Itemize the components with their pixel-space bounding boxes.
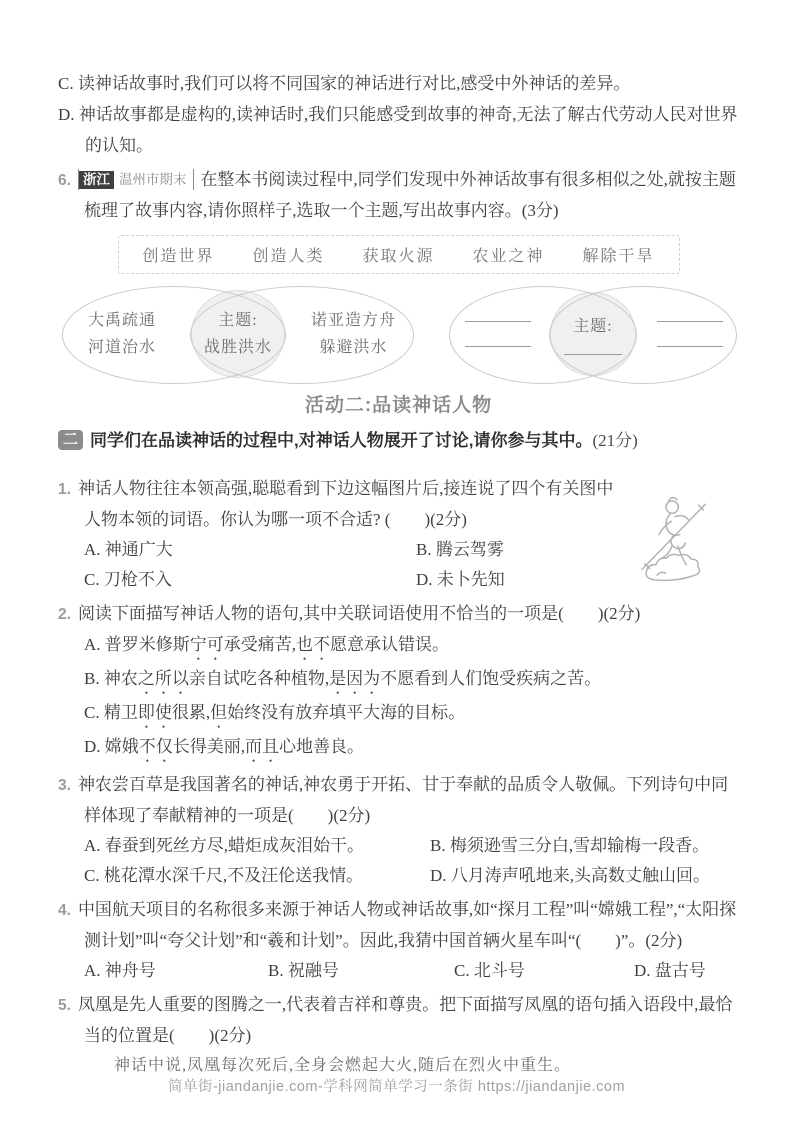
option-text: 盘古号 (654, 961, 706, 980)
theme-item: 解除干旱 (582, 248, 655, 265)
answer-blank[interactable] (657, 346, 723, 347)
option-label: D. (58, 105, 75, 124)
option-label: C. (58, 74, 74, 93)
option-text: 精卫即使很累,但始终没有放弃填平大海的目标。 (103, 703, 466, 722)
question-5-quote: 神话中说,凤凰每次死后,全身会燃起大火,随后在烈火中重生。 (114, 1057, 572, 1074)
venn-diagrams (62, 286, 737, 382)
venn-left-line1: 大禹疏通 (88, 312, 157, 329)
option-label: C. (84, 703, 100, 722)
question-1-figure (627, 492, 723, 596)
question-2 (58, 599, 739, 766)
option-text: 神农之所以亲自试吃各种植物,是因为不愿看到人们饱受疾病之苦。 (103, 669, 602, 688)
question-5 (58, 990, 739, 1081)
option-label: B. (416, 540, 432, 559)
venn-right-text (311, 307, 396, 361)
question-stem: 神话人物往往本领高强,聪聪看到下边这幅图片后,接连说了四个有关图中人物本领的词语。你认为哪一项不合适? ( )(2分) (77, 479, 614, 529)
venn-right-line1: 诺亚造方舟 (310, 312, 396, 329)
exam-name: 温州市期末 (118, 172, 187, 187)
province-badge: 浙江 (79, 171, 114, 189)
answer-blank[interactable] (465, 346, 531, 347)
question-4-options (58, 956, 739, 986)
venn-blank (449, 286, 737, 382)
question-2-options (58, 630, 739, 766)
venn-right-blanks (657, 321, 723, 347)
option-item (454, 956, 634, 986)
theme-item: 农业之神 (472, 248, 545, 265)
venn-center-text (204, 307, 272, 361)
option-text: 普罗米修斯宁可承受痛苦,也不愿意承认错误。 (104, 635, 450, 654)
option-label: A. (84, 836, 101, 855)
activity-2-heading: 活动二:品读神话人物 (304, 395, 493, 416)
question-number: 4. (58, 902, 71, 919)
question-3-text (58, 770, 739, 831)
option-text: 嫦娥不仅长得美丽,而且心地善良。 (104, 737, 365, 756)
exam-source-tag (78, 169, 195, 190)
monkey-king-illustration (627, 492, 723, 596)
option-label: C. (454, 961, 470, 980)
question-2-text (58, 599, 739, 630)
question-number: 5. (58, 997, 71, 1014)
option-text: 八月涛声吼地来,头高数丈触山回。 (450, 866, 711, 885)
option-text: 神话故事都是虚构的,读神话时,我们只能感受到故事的神奇,无法了解古代劳动人民对世界的认知。 (78, 105, 738, 155)
option-text: 神舟号 (104, 961, 156, 980)
option-label: D. (430, 866, 447, 885)
question-stem: 凤凰是先人重要的图腾之一,代表着吉祥和尊贵。把下面描写凤凰的语句插入语段中,最恰当的位置是( )(2分) (77, 995, 733, 1045)
answer-blank[interactable] (564, 354, 622, 355)
option-item (84, 565, 416, 595)
option-item (430, 861, 739, 891)
option-label: D. (84, 737, 101, 756)
question-stem: 在整本书阅读过程中,同学们发现中外神话故事有很多相似之处,就按主题梳理了故事内容,请你照样子,选取一个主题,写出故事内容。(3分) (84, 170, 736, 220)
option-text: 北斗号 (473, 961, 525, 980)
option-item (84, 630, 739, 664)
answer-blank[interactable] (657, 321, 723, 322)
option-label: B. (84, 669, 100, 688)
option-label: D. (634, 961, 651, 980)
question-6-text (58, 165, 739, 226)
theme-item: 创造世界 (142, 248, 215, 265)
section-intro-text: 同学们在品读神话的过程中,对神话人物展开了讨论,请你参与其中。 (90, 431, 593, 450)
section-2-badge: 二 (58, 430, 83, 450)
theme-item: 创造人类 (252, 248, 325, 265)
question-4-text (58, 895, 739, 956)
theme-word-bank (118, 235, 680, 274)
option-text: 梅须逊雪三分白,雪却输梅一段香。 (449, 836, 710, 855)
option-label: D. (416, 570, 433, 589)
question-3 (58, 770, 739, 891)
venn-theme-label: 主题: (573, 318, 613, 335)
option-item (84, 698, 739, 732)
option-item (84, 861, 430, 891)
question-4 (58, 895, 739, 986)
question-number: 1. (58, 481, 71, 498)
question-number: 3. (58, 777, 71, 794)
venn-left-blanks (465, 321, 531, 347)
option-label: C. (84, 866, 100, 885)
option-text: 刀枪不入 (103, 570, 172, 589)
question-3-options (58, 831, 739, 891)
venn-theme-label: 主题: (218, 312, 258, 329)
question-number: 2. (58, 606, 71, 623)
site-watermark: 简单街-jiandanjie.com-学科网简单学习一条街 https://jiandanjie.com (167, 1079, 626, 1095)
option-label: B. (430, 836, 446, 855)
venn-example (62, 286, 414, 382)
option-label: A. (84, 540, 101, 559)
option-label: A. (84, 961, 101, 980)
question-number: 6. (58, 172, 71, 189)
question-1 (58, 474, 739, 595)
venn-center-text (564, 313, 622, 355)
section-score: (21分) (592, 431, 638, 450)
venn-theme-value: 战胜洪水 (203, 339, 273, 356)
option-text: 未卜先知 (436, 570, 505, 589)
question-6 (58, 165, 739, 382)
option-item (58, 99, 739, 161)
question-stem: 神农尝百草是我国著名的神话,神农勇于开拓、甘于奉献的品质令人敬佩。下列诗句中同样体现了奉献精神的一项是( )(2分) (77, 775, 729, 825)
option-text: 祝融号 (287, 961, 339, 980)
question-stem: 阅读下面描写神话人物的语句,其中关联词语使用不恰当的一项是( )(2分) (77, 604, 641, 623)
option-text: 桃花潭水深千尺,不及汪伦送我情。 (103, 866, 364, 885)
option-item (84, 831, 430, 861)
option-item (84, 664, 739, 698)
option-text: 读神话故事时,我们可以将不同国家的神话进行对比,感受中外神话的差异。 (77, 74, 631, 93)
section-2-intro (58, 425, 739, 457)
option-item (634, 956, 739, 986)
option-item (84, 732, 739, 766)
question-5-text (58, 990, 739, 1051)
option-item (268, 956, 454, 986)
venn-left-text (88, 307, 156, 361)
option-label: A. (84, 635, 101, 654)
option-item (430, 831, 739, 861)
option-item (84, 956, 268, 986)
option-text: 腾云驾雾 (435, 540, 504, 559)
option-label: B. (268, 961, 284, 980)
previous-question-options (58, 68, 739, 161)
question-stem: 中国航天项目的名称很多来源于神话人物或神话故事,如“探月工程”叫“嫦娥工程”,“太阳探测计划”叫“夸父计划”和“羲和计划”。因此,我猜中国首辆火星车叫“( )”。(2分) (77, 900, 737, 950)
theme-item: 获取火源 (362, 248, 435, 265)
option-label: C. (84, 570, 100, 589)
option-text: 神通广大 (104, 540, 173, 559)
option-item (84, 535, 416, 565)
option-text: 春蚕到死丝方尽,蜡炬成灰泪始干。 (104, 836, 365, 855)
venn-right-line2: 躲避洪水 (319, 339, 388, 356)
answer-blank[interactable] (465, 321, 531, 322)
option-item (58, 68, 739, 99)
venn-left-line2: 河道治水 (88, 339, 157, 356)
